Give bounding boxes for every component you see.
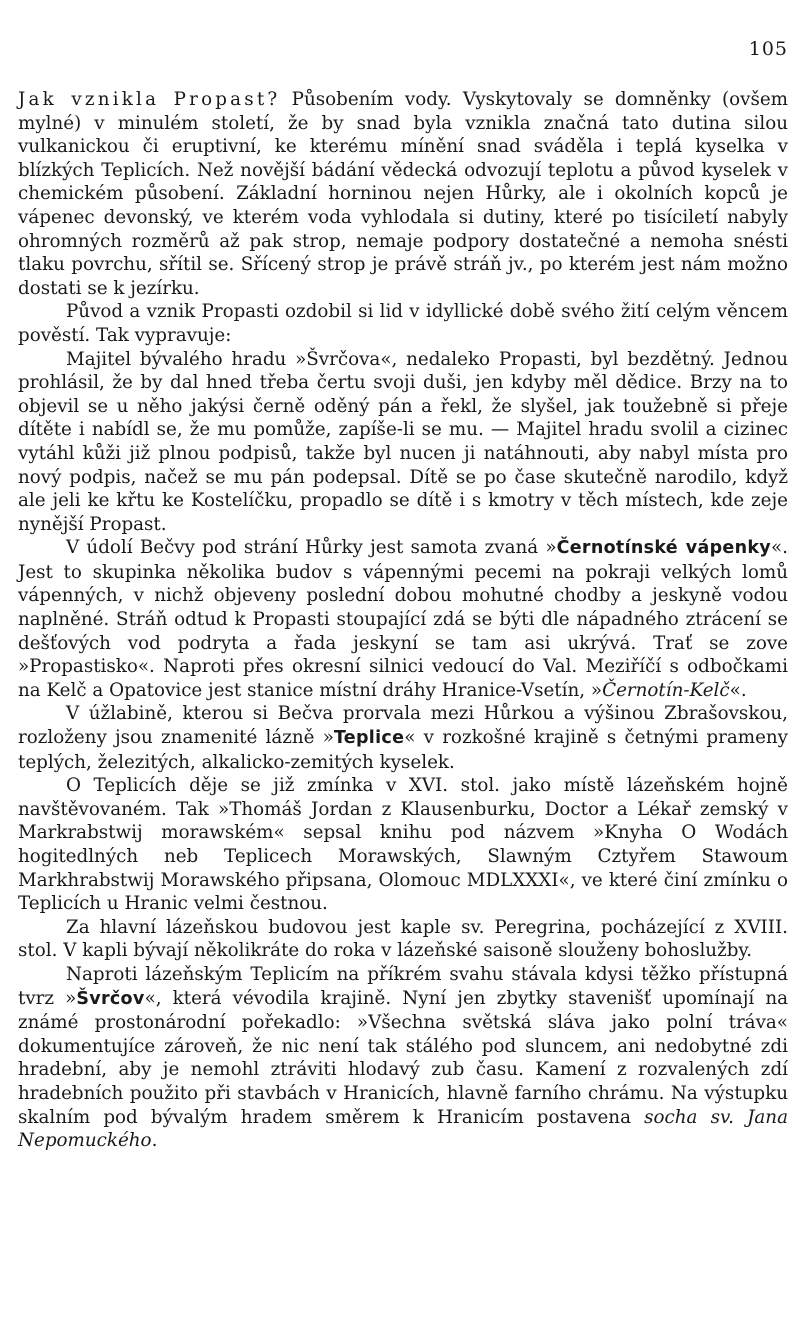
paragraph-text: O Teplicích děje se již zmínka v XVI. stol. jako místě lázeňském hojně navštěvovaném. Tak »Thomáš Jordan z Klausenburku, Doctor a Lékař zemský v Markrabstwij morawském« sepsal knihu pod názvem »Knyha O Wodách hogitedlných neb Teplicech Morawských, Slawným Cztyřem Stawoum Markhrabstwij Morawského připsana, Olomouc MDLXXXI«, ve které činí zmínku o Teplicích u Hranic velmi čestnou. (18, 775, 788, 915)
paragraph-text: Původ a vznik Propasti ozdobil si lid v idyllické době svého žití celým věncem pověstí. Tak vypravuje: (18, 301, 788, 346)
paragraph (18, 300, 788, 347)
italic-term: socha sv. Jana Nepomuckého (18, 1106, 788, 1152)
body-text (18, 88, 788, 1153)
paragraph-text: . (151, 1130, 158, 1152)
bold-term: Teplice (333, 728, 405, 749)
paragraph (18, 963, 788, 1153)
paragraph-text: V úžlabině, kterou si Bečva prorvala mezi Hůrkou a výšinou Zbrašovskou, rozloženy jsou znamenité lázně » (18, 703, 788, 749)
paragraph-text: «, která vévodila krajině. Nyní jen zbytky stavenišť upomínají na známé prostonárodní pořekadlo: »Všechna světská sláva jako polní tráva« dokumentujíce zároveň, že nic není tak stálého pod sluncem, ani nedobytné zdi hradební, aby je nemohl ztráviti hlodavý zub času. Kamení z rozvalených zdí hradebních použito při stavbách v Hranicích, hlavně farního chrámu. Na výstupku skalním pod bývalým hradem směrem k Hranicím postavena (18, 987, 788, 1128)
paragraph (18, 702, 788, 774)
page-number: 105 (748, 38, 788, 60)
paragraph (18, 916, 788, 963)
paragraph-text: Naproti lázeňským Teplicím na příkrém svahu stávala kdysi těžko přístupná tvrz » (18, 963, 788, 1009)
paragraph-text: «. Jest to skupinka několika budov s vápennými pecemi na pokraji velkých lomů vápenných, v nichž objeveny poslední dobou mohutné chodby a jeskyně vodou naplněné. Stráň odtud k Propasti stoupající zdá se býti dle nápadného ztrácení se dešťových vod podryta a řada jeskyní se tam asi ukrývá. Trať se zove »Propastisko«. Naproti přes okresní silnici vedoucí do Val. Meziříčí s odbočkami na Kelč a Opatovice jest stanice místní dráhy Hranice-Vsetín, » (18, 537, 788, 701)
paragraph (18, 348, 788, 537)
bold-term: Švrčov (76, 988, 145, 1009)
paragraph (18, 774, 788, 916)
bold-term: Černotínské vápenky (556, 538, 771, 559)
paragraph-text: « v rozkošné krajině s četnými prameny teplých, železitých, alkalicko-zemitých kyselek. (18, 727, 788, 773)
paragraph-text: Majitel bývalého hradu »Švrčova«, nedaleko Propasti, byl bezdětný. Jednou prohlásil, že by dal hned třeba čertu svoji duši, jen kdyby měl dědice. Brzy na to objevil se u něho jakýsi černě oděný pán a řekl, že slyšel, jak toužebně si přeje dítěte i nabídl se, že mu pomůže, zapíše-li se mu. — Majitel hradu svolil a cizinec vytáhl kůži již plnou podpisů, takže byl nucen ji natáhnouti, aby nabyl místa pro nový podpis, načež se mu pán podepsal. Dítě se po čase skutečně narodilo, když ale jeli ke křtu ke Kostelíčku, propadlo se dítě i s kmotry v těch místech, kde zeje nynější Propast. (18, 348, 788, 535)
paragraph-text: «. (729, 679, 747, 701)
spaced-heading-text: Jak vznikla Propast? (18, 89, 281, 110)
paragraph-text: Působením vody. Vyskytovaly se domněnky (ovšem mylné) v minulém století, že by snad byla vznikla značná tato dutina silou vulkanickou či eruptivní, ke kterému mínění snad sváděla i teplá kyselka v blízkých Teplicích. Než novější bádání vědecká odvozují teplotu a původ kyselek v chemickém působení. Základní horninou nejen Hůrky, ale i okolních kopců je vápenec devonský, ve kterém voda vyhlodala si dutiny, které po tisíciletí nabyly ohromných rozměrů až pak strop, nemaje podpory dostatečné a nemoha snésti tlaku povrchu, sřítil se. Sřícený strop je právě stráň jv., po kterém jest nám možno dostati se k jezírku. (18, 89, 788, 299)
paragraph (18, 88, 788, 300)
italic-term: Černotín-Kelč (602, 679, 730, 701)
paragraph-text: Za hlavní lázeňskou budovou jest kaple sv. Peregrina, pocházející z XVIII. stol. V kapli bývají několikráte do roka v lázeňské saisoně slouženy bohoslužby. (18, 916, 788, 962)
paragraph-text: V údolí Bečvy pod strání Hůrky jest samota zvaná » (66, 537, 557, 559)
paragraph (18, 536, 788, 702)
